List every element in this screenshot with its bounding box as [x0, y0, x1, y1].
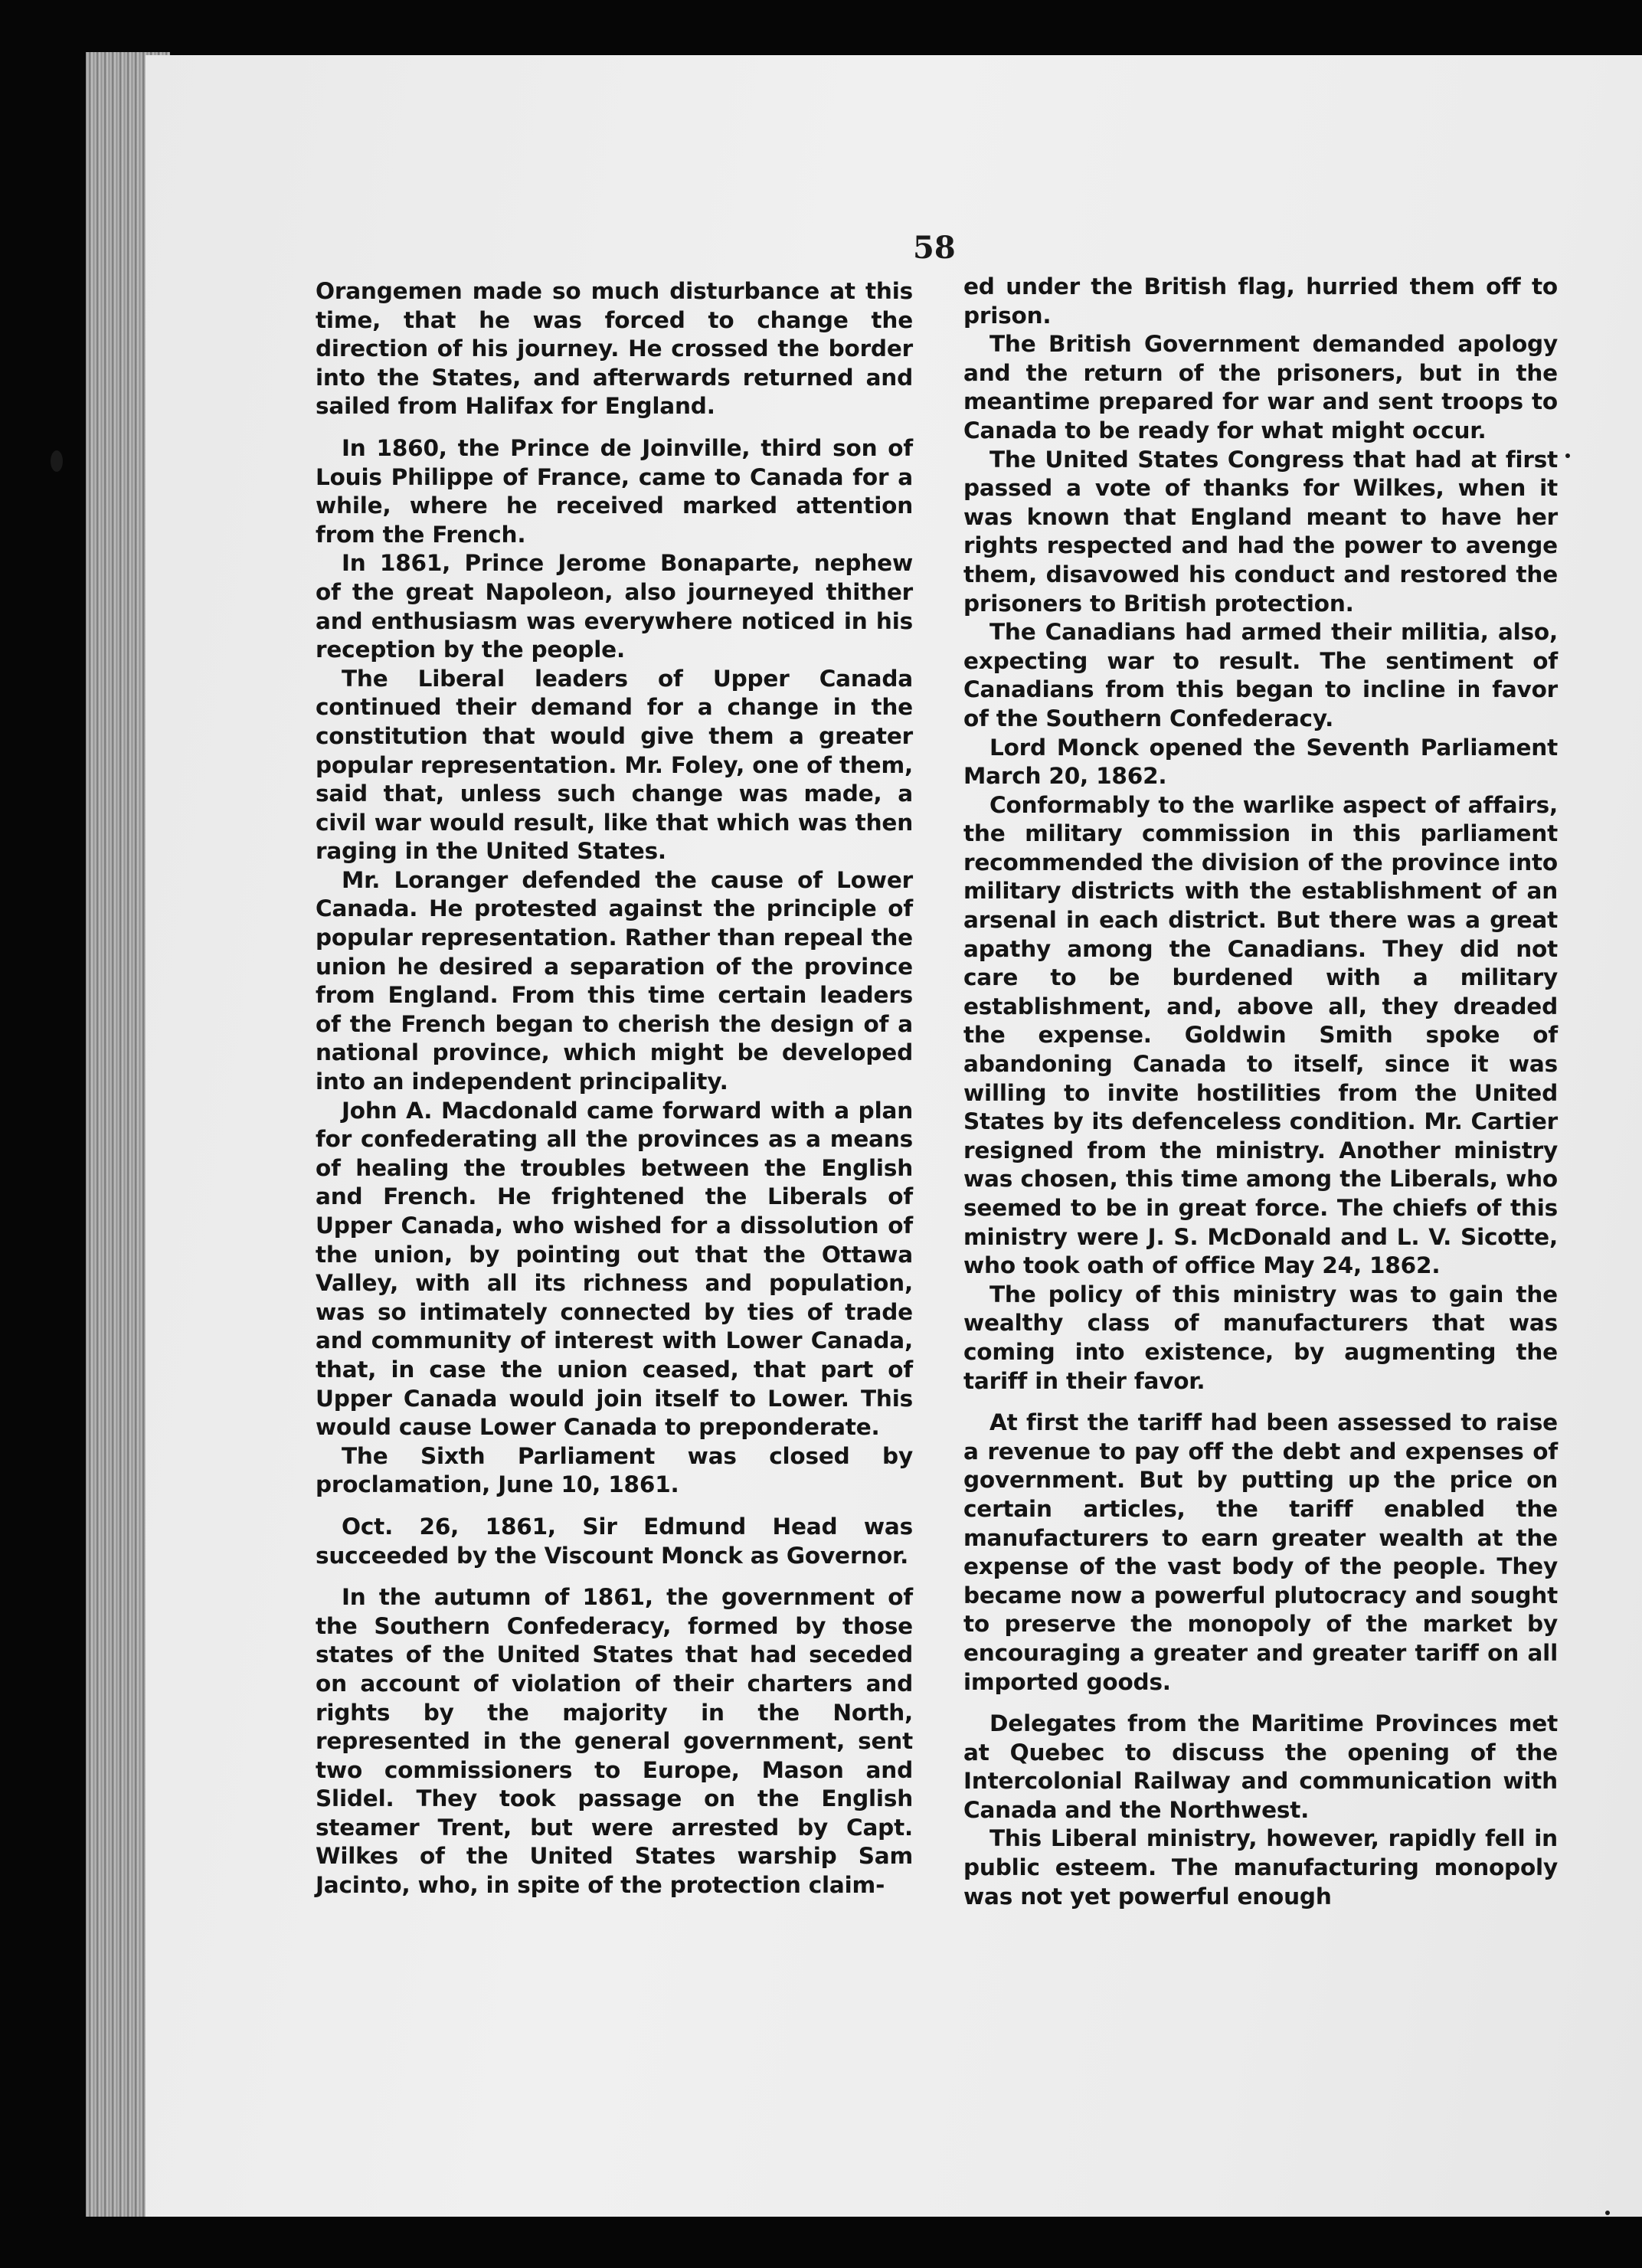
- paragraph: Conformably to the warlike aspect of affairs, the military commission in this parliament recommended the division of the province into military districts with the establishment of an arsenal in each district. But there was a great apathy among the Canadians. They did not care to be burdened with a military establishment, and, above all, they dreaded the expense. Goldwin Smith spoke of abandoning Canada to itself, since it was willing to invite hostilities from the United States by its defenceless condition. Mr. Cartier resigned from the ministry. Another ministry was chosen, this time among the Liberals, who seemed to be in great force. The chiefs of this ministry were J. S. McDonald and L. V. Sicotte, who took oath of office May 24, 1862.: [963, 791, 1558, 1279]
- paragraph: Oct. 26, 1861, Sir Edmund Head was succeeded by the Viscount Monck as Governor.: [316, 1513, 913, 1569]
- paragraph: The British Government demanded apology and the return of the prisoners, but in the meantime prepared for war and sent troops to Canada to be ready for what might occur.: [963, 331, 1558, 443]
- paragraph: At first the tariff had been assessed to raise a revenue to pay off the debt and expenses of government. But by putting up the price on certain articles, the tariff enabled the manufacturers to earn greater wealth at the expense of the vast body of the people. They became now a powerful plutocracy and sought to preserve the monopoly of the market by encouraging a greater and greater tariff on all imported goods.: [963, 1409, 1558, 1695]
- paragraph: In 1860, the Prince de Joinville, third son of Louis Philippe of France, came to Canada for a while, where he received marked attention from the French.: [316, 434, 913, 548]
- paragraph: The United States Congress that had at first passed a vote of thanks for Wilkes, when it was known that England meant to have her rights respected and had the power to avenge them, disavowed his conduct and restored the prisoners to British protection.: [963, 446, 1558, 617]
- ink-speck: [1605, 2211, 1610, 2215]
- paragraph: Orangemen made so much disturbance at this time, that he was forced to change the direction of his journey. He crossed the border into the States, and afterwards returned and sailed from Halifax for England.: [316, 278, 913, 420]
- paragraph: John A. Macdonald came forward with a plan for confederating all the provinces as a means of healing the troubles between the English and French. He frightened the Liberals of Upper Canada, who wished for a dissolution of the union, by pointing out that the Ottawa Valley, with all its richness and population, was so intimately connected by ties of trade and community of interest with Lower Canada, that, in case the union ceased, that part of Upper Canada would join itself to Lower. This would cause Lower Canada to preponderate.: [316, 1097, 913, 1441]
- ink-speck: [1565, 453, 1570, 458]
- paragraph: Delegates from the Maritime Provinces met at Quebec to discuss the opening of the Intercolonial Railway and communication with Canada and the Northwest.: [963, 1710, 1558, 1823]
- paragraph: ed under the British flag, hurried them off to prison.: [963, 273, 1558, 329]
- page-number: 58: [913, 230, 956, 266]
- paragraph: The policy of this ministry was to gain the wealthy class of manufacturers that was coming into existence, by augmenting the tariff in their favor.: [963, 1281, 1558, 1394]
- paragraph: In the autumn of 1861, the government of the Southern Confederacy, formed by those states of the United States that had seceded on account of violation of their charters and rights by the majority in the North, represented in the general government, sent two commissioners to Europe, Mason and Slidel. They took passage on the English steamer Trent, but were arrested by Capt. Wilkes of the United States warship Sam Jacinto, who, in spite of the protection claim-: [316, 1584, 913, 1899]
- paragraph: Lord Monck opened the Seventh Parliament March 20, 1862.: [963, 734, 1558, 790]
- left-text-column: [316, 277, 913, 1900]
- paragraph: The Canadians had armed their militia, also, expecting war to result. The sentiment of Canadians from this began to incline in favor of the Southern Confederacy.: [963, 619, 1558, 731]
- paragraph: In 1861, Prince Jerome Bonaparte, nephew of the great Napoleon, also journeyed thither and enthusiasm was everywhere noticed in his reception by the people.: [316, 550, 913, 663]
- paragraph: Mr. Loranger defended the cause of Lower Canada. He protested against the principle of popular representation. Rather than repeal the union he desired a separation of the province from England. From this time certain leaders of the French began to cherish the design of a national province, which might be developed into an independent principality.: [316, 866, 913, 1095]
- paragraph: This Liberal ministry, however, rapidly fell in public esteem. The manufacturing monopoly was not yet powerful enough: [963, 1825, 1558, 1910]
- ink-speck: [51, 450, 63, 472]
- paragraph: The Sixth Parliament was closed by proclamation, June 10, 1861.: [316, 1442, 913, 1498]
- right-text-column: [963, 273, 1558, 1911]
- paragraph: The Liberal leaders of Upper Canada continued their demand for a change in the constitution that would give them a greater popular representation. Mr. Foley, one of them, said that, unless such change was made, a civil war would result, like that which was then raging in the United States.: [316, 665, 913, 865]
